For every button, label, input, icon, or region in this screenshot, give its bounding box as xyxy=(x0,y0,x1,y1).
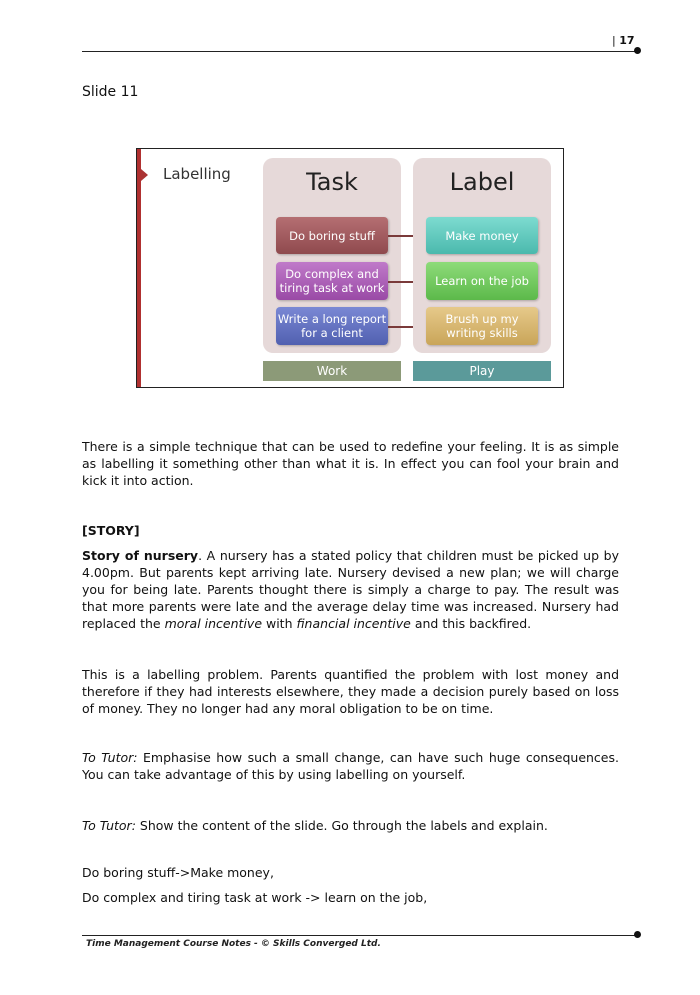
play-footer-box: Play xyxy=(413,361,551,381)
task-box: Do boring stuff xyxy=(276,217,388,254)
task-panel xyxy=(263,158,401,353)
task-title: Task xyxy=(306,168,358,196)
footer-text: Time Management Course Notes - © Skills Converged Ltd. xyxy=(86,939,381,949)
work-footer-box: Work xyxy=(263,361,401,381)
footer-rule xyxy=(82,935,638,936)
label-box: Brush up my writing skills xyxy=(426,307,538,345)
tutor-note-1 xyxy=(82,749,619,783)
tutor-label: To Tutor: xyxy=(82,818,136,833)
label-line-1: Do boring stuff->Make money, xyxy=(82,865,274,880)
header-rule-dot xyxy=(634,47,641,54)
intro-paragraph: There is a simple technique that can be used to redefine your feeling. It is as simple as labelling it something other than what it is. In effect you can fool your brain and kick it into action. xyxy=(82,439,619,488)
task-box: Write a long report for a client xyxy=(276,307,388,345)
label-panel xyxy=(413,158,551,353)
label-title: Label xyxy=(449,168,515,196)
slide-accent-bar xyxy=(137,149,141,387)
task-box: Do complex and tiring task at work xyxy=(276,262,388,300)
header-rule xyxy=(82,51,638,52)
slide-arrow-icon xyxy=(141,169,148,181)
story-text: with xyxy=(262,616,297,631)
tutor-note-2 xyxy=(82,817,619,834)
label-box: Learn on the job xyxy=(426,262,538,300)
story-paragraph xyxy=(82,547,619,632)
tutor-text: Show the content of the slide. Go through the labels and explain. xyxy=(135,818,548,833)
story-title: Story of nursery xyxy=(82,548,199,563)
tutor-label: To Tutor: xyxy=(82,750,138,765)
story-emphasis: moral incentive xyxy=(164,616,263,631)
footer-rule-dot xyxy=(634,931,641,938)
story-tag: [STORY] xyxy=(82,523,140,538)
labelling-problem-paragraph: This is a labelling problem. Parents quantified the problem with lost money and therefore if they had interests elsewhere, they made a decision purely based on loss of money. They no longer had any moral obligation to be on time. xyxy=(82,667,619,716)
story-text: and this backfired. xyxy=(410,616,532,631)
label-box: Make money xyxy=(426,217,538,254)
story-text: . A nursery has a stated policy that children must be picked up by 4.00pm. But parents kept arriving late. Nursery devised a new plan; we will charge you for being late. Parents thought there is simply a charge to pay. The result was that more parents were late and the average delay time was increased. Nursery had replaced the xyxy=(82,548,619,631)
story-emphasis: financial incentive xyxy=(296,616,411,631)
page-number: | 17 xyxy=(612,34,635,47)
tutor-text: Emphasise how such a small change, can have such huge consequences. You can take advantage of this by using labelling on yourself. xyxy=(82,750,619,782)
slide-number-heading: Slide 11 xyxy=(82,84,139,100)
slide-heading: Labelling xyxy=(163,165,231,183)
slide-image xyxy=(136,148,564,388)
label-line-2: Do complex and tiring task at work -> learn on the job, xyxy=(82,890,428,905)
